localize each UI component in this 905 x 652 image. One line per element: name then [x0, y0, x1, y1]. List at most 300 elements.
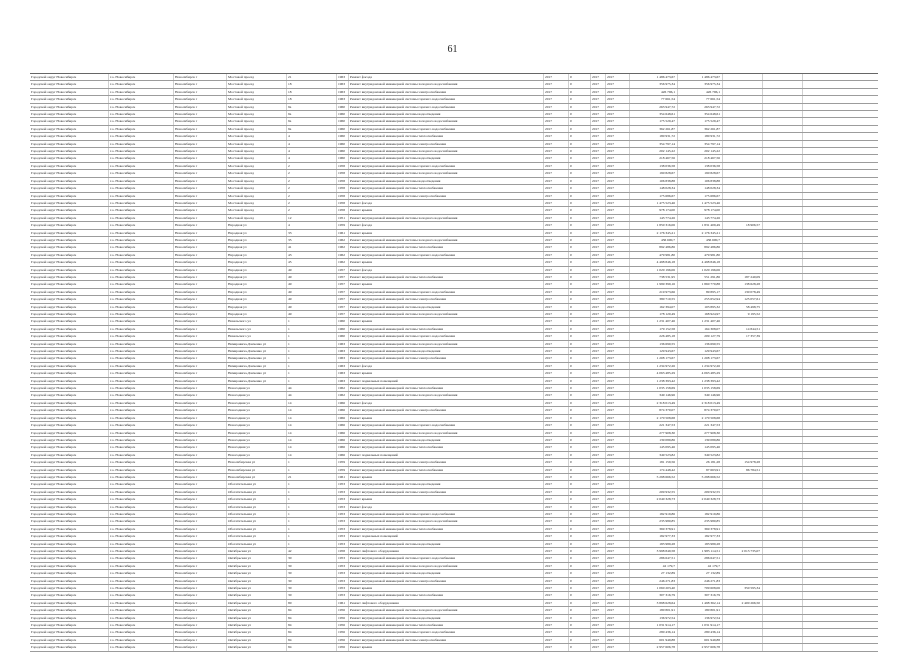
- table-cell: 58 498,75: [723, 304, 763, 310]
- table-cell: Новосибирск г: [174, 141, 227, 147]
- table-cell: [803, 304, 878, 310]
- table-cell: 350 595,34: [723, 585, 763, 591]
- table-cell: 2017: [591, 318, 606, 324]
- table-cell: г.о. Новосибирск: [109, 311, 174, 317]
- table-cell: 2017: [544, 496, 569, 502]
- table-cell: [763, 496, 803, 502]
- table-cell: 1966: [337, 444, 349, 450]
- table-cell: г.о. Новосибирск: [109, 526, 174, 532]
- table-cell: 2017: [544, 607, 569, 613]
- table-cell: [803, 96, 878, 102]
- table-cell: [723, 578, 763, 584]
- table-cell: 0: [569, 518, 591, 524]
- table-cell: 2017: [544, 615, 569, 621]
- table-row: [30, 326, 878, 333]
- table-cell: 2017: [606, 141, 630, 147]
- table-cell: г.о. Новосибирск: [109, 511, 174, 517]
- table-cell: 1960: [337, 333, 349, 339]
- table-cell: [723, 415, 763, 421]
- table-cell: 2017: [591, 104, 606, 110]
- table-cell: 1956: [337, 629, 349, 635]
- table-cell: [763, 407, 803, 413]
- table-cell: г.о. Новосибирск: [109, 244, 174, 250]
- table-cell: 1963: [337, 355, 349, 361]
- table-cell: 2017: [591, 178, 606, 184]
- table-cell: [763, 607, 803, 613]
- table-cell: 2017: [544, 185, 569, 191]
- table-cell: [630, 504, 678, 510]
- table-cell: 436 600,7: [630, 237, 678, 243]
- table-cell: [723, 96, 763, 102]
- table-cell: 874 370,07: [678, 407, 723, 413]
- table-cell: [763, 215, 803, 221]
- table-cell: Новосибирск г: [174, 89, 227, 95]
- table-cell: 1966: [337, 400, 349, 406]
- table-cell: 0: [569, 400, 591, 406]
- table-cell: Немировича-Данченко ул: [227, 348, 287, 354]
- table-cell: 307 316,79: [630, 592, 678, 598]
- table-cell: Мостовой проезд: [227, 200, 287, 206]
- table-cell: 2017: [606, 644, 630, 650]
- table-cell: 2017: [606, 311, 630, 317]
- table-cell: Ремонт внутридомовой инженерной системы электроснабжения: [349, 89, 544, 95]
- table-cell: Новосибирск г: [174, 392, 227, 398]
- table-cell: 2017: [606, 585, 630, 591]
- table-cell: 0: [569, 178, 591, 184]
- table-cell: Народная ул: [227, 289, 287, 295]
- table-cell: 354 648,61: [630, 111, 678, 117]
- table-cell: 84: [287, 607, 337, 613]
- table-cell: Новосибирск г: [174, 259, 227, 265]
- table-cell: Городской округ Новосибирск: [30, 637, 109, 643]
- table-cell: [763, 333, 803, 339]
- table-cell: Ремонт внутридомовой инженерной системы водоотведения: [349, 111, 544, 117]
- table-cell: 1957: [337, 311, 349, 317]
- table-cell: Новосибирск г: [174, 281, 227, 287]
- table-cell: 0: [569, 637, 591, 643]
- table-cell: 1: [287, 318, 337, 324]
- table-cell: 2017: [544, 467, 569, 473]
- table-cell: Немировича-Данченко ул: [227, 355, 287, 361]
- table-cell: 0: [569, 185, 591, 191]
- table-cell: 202 145,22: [630, 148, 678, 154]
- table-cell: 0: [569, 600, 591, 606]
- table-cell: [763, 459, 803, 465]
- table-cell: Новосибирск г: [174, 444, 227, 450]
- table-cell: Городской округ Новосибирск: [30, 615, 109, 621]
- table-cell: 1953: [337, 511, 349, 517]
- table-cell: 219 973,66: [630, 289, 678, 295]
- table-cell: 2017: [606, 341, 630, 347]
- table-cell: 2017: [544, 415, 569, 421]
- table-cell: [803, 155, 878, 161]
- table-cell: 0: [569, 348, 591, 354]
- table-cell: [803, 474, 878, 480]
- table-cell: [763, 422, 803, 428]
- table-cell: г.о. Новосибирск: [109, 607, 174, 613]
- table-cell: [763, 193, 803, 199]
- table-cell: Новосибирск г: [174, 415, 227, 421]
- table-cell: Новогодняя ул: [227, 444, 287, 450]
- table-cell: 4 498 846,18: [630, 259, 678, 265]
- table-cell: Обогатительная ул: [227, 526, 287, 532]
- table-cell: Новосибирск г: [174, 237, 227, 243]
- table-cell: [803, 511, 878, 517]
- table-cell: 892 486,86: [678, 244, 723, 250]
- table-cell: 2017: [544, 430, 569, 436]
- table-cell: [803, 118, 878, 124]
- table-cell: 2017: [591, 89, 606, 95]
- table-cell: 136 972,54: [630, 615, 678, 621]
- table-cell: 1959: [337, 459, 349, 465]
- table-cell: г.о. Новосибирск: [109, 296, 174, 302]
- table-cell: 2: [287, 163, 337, 169]
- table-cell: 2017: [606, 193, 630, 199]
- table-cell: Городской округ Новосибирск: [30, 422, 109, 428]
- table-cell: г.о. Новосибирск: [109, 533, 174, 539]
- table-row: [30, 481, 878, 488]
- table-cell: г.о. Новосибирск: [109, 504, 174, 510]
- table-cell: 35: [287, 237, 337, 243]
- table-cell: 2017: [544, 489, 569, 495]
- table-cell: [723, 267, 763, 273]
- table-cell: Новогодняя ул: [227, 452, 287, 458]
- table-cell: Ремонт внутридомовой инженерной системы водоотведения: [349, 615, 544, 621]
- table-cell: Новосибирск г: [174, 474, 227, 480]
- table-cell: 1 475 523,46: [630, 200, 678, 206]
- table-cell: [763, 415, 803, 421]
- table-row: [30, 274, 878, 281]
- table-cell: 2017: [606, 267, 630, 273]
- table-cell: Ремонт внутридомовой инженерной системы холодного водоснабжения: [349, 148, 544, 154]
- table-cell: [723, 533, 763, 539]
- table-cell: Городской округ Новосибирск: [30, 200, 109, 206]
- table-cell: [763, 148, 803, 154]
- table-cell: 143 774,26: [630, 215, 678, 221]
- table-cell: Ремонт внутридомовой инженерной системы холодного водоснабжения: [349, 563, 544, 569]
- table-cell: 2017: [544, 481, 569, 487]
- table-cell: 2 170 508,68: [630, 415, 678, 421]
- table-cell: Новогодняя ул: [227, 422, 287, 428]
- table-cell: 369 378,91: [630, 526, 678, 532]
- table-cell: 2017: [606, 259, 630, 265]
- table-cell: [723, 629, 763, 635]
- table-row: [30, 600, 878, 607]
- table-cell: [803, 437, 878, 443]
- table-cell: 174 448,42: [630, 467, 678, 473]
- table-cell: 2017: [606, 104, 630, 110]
- table-cell: 349 146,96: [678, 392, 723, 398]
- table-cell: 1960: [337, 318, 349, 324]
- table-cell: Ремонт внутридомовой инженерной системы горячего водоснабжения: [349, 555, 544, 561]
- table-cell: 2017: [544, 541, 569, 547]
- table-row: [30, 170, 878, 177]
- table-cell: 77 661,54: [630, 96, 678, 102]
- table-cell: [723, 622, 763, 628]
- table-cell: [723, 318, 763, 324]
- table-cell: [803, 541, 878, 547]
- table-cell: г.о. Новосибирск: [109, 570, 174, 576]
- table-cell: 1963: [337, 348, 349, 354]
- table-row: [30, 104, 878, 111]
- table-cell: 1960: [337, 326, 349, 332]
- table-cell: [763, 452, 803, 458]
- table-cell: 235 980,85: [678, 518, 723, 524]
- table-cell: 2017: [591, 489, 606, 495]
- table-cell: г.о. Новосибирск: [109, 222, 174, 228]
- table-cell: 2017: [544, 126, 569, 132]
- table-cell: 286 647,51: [630, 555, 678, 561]
- table-cell: 1966: [337, 422, 349, 428]
- table-cell: 2017: [544, 504, 569, 510]
- table-cell: 2017: [544, 133, 569, 139]
- table-cell: 2017: [591, 281, 606, 287]
- table-cell: 356 975,34: [630, 81, 678, 87]
- table-cell: 2017: [591, 437, 606, 443]
- table-cell: 2017: [544, 111, 569, 117]
- table-cell: [723, 111, 763, 117]
- table-cell: 1962: [337, 259, 349, 265]
- table-cell: Ремонт внутридомовой инженерной системы теплоснабжения: [349, 133, 544, 139]
- table-cell: 1956: [337, 615, 349, 621]
- table-cell: 2017: [606, 296, 630, 302]
- table-cell: [763, 318, 803, 324]
- table-cell: 2017: [544, 348, 569, 354]
- table-cell: Ремонт внутридомовой инженерной системы теплоснабжения: [349, 185, 544, 191]
- table-cell: Новогодняя ул: [227, 437, 287, 443]
- table-cell: 14: [287, 444, 337, 450]
- table-cell: 143 774,26: [678, 215, 723, 221]
- table-cell: 1 486 473,67: [678, 74, 723, 80]
- table-cell: 0: [569, 326, 591, 332]
- table-cell: Ремонт внутридомовой инженерной системы холодного водоснабжения: [349, 392, 544, 398]
- table-cell: 0: [569, 296, 591, 302]
- table-row: [30, 126, 878, 133]
- table-cell: 2017: [544, 400, 569, 406]
- table-cell: 2017: [544, 74, 569, 80]
- table-cell: 1 831 409,49: [678, 222, 723, 228]
- table-cell: 1956: [337, 622, 349, 628]
- table-cell: 1 035 158,69: [678, 385, 723, 391]
- table-cell: 0: [569, 259, 591, 265]
- table-cell: 2017: [591, 126, 606, 132]
- table-cell: 2017: [606, 222, 630, 228]
- table-cell: г.о. Новосибирск: [109, 437, 174, 443]
- table-cell: 0: [569, 459, 591, 465]
- table-cell: 1957: [337, 274, 349, 280]
- table-cell: 1: [287, 496, 337, 502]
- table-cell: Новосибирск г: [174, 348, 227, 354]
- table-cell: 2017: [591, 518, 606, 524]
- table-row: [30, 222, 878, 229]
- table-cell: [803, 459, 878, 465]
- table-cell: Мостовой проезд: [227, 104, 287, 110]
- table-cell: 2: [287, 200, 337, 206]
- table-cell: 26 181,28: [678, 459, 723, 465]
- table-row: [30, 252, 878, 259]
- table-cell: 551 291,86: [678, 274, 723, 280]
- table-cell: [763, 555, 803, 561]
- table-cell: г.о. Новосибирск: [109, 467, 174, 473]
- table-cell: [803, 400, 878, 406]
- table-cell: Ремонт крыши: [349, 644, 544, 650]
- table-cell: г.о. Новосибирск: [109, 355, 174, 361]
- table-cell: [763, 96, 803, 102]
- table-row: [30, 422, 878, 429]
- table-row: [30, 392, 878, 399]
- table-cell: 2017: [606, 163, 630, 169]
- table-cell: 2017: [606, 370, 630, 376]
- table-cell: Новосибирск г: [174, 363, 227, 369]
- table-cell: 190 828,67: [678, 170, 723, 176]
- table-cell: г.о. Новосибирск: [109, 452, 174, 458]
- table-cell: г.о. Новосибирск: [109, 185, 174, 191]
- table-cell: 354 797,14: [630, 141, 678, 147]
- table-cell: г.о. Новосибирск: [109, 370, 174, 376]
- table-cell: 2017: [591, 422, 606, 428]
- table-cell: Мостовой проезд: [227, 148, 287, 154]
- table-cell: 2017: [544, 533, 569, 539]
- table-cell: 2017: [606, 496, 630, 502]
- table-cell: 84: [287, 622, 337, 628]
- table-cell: [763, 355, 803, 361]
- table-cell: 479 981,80: [678, 252, 723, 258]
- table-cell: [803, 637, 878, 643]
- table-cell: 2017: [606, 178, 630, 184]
- table-cell: 2017: [591, 296, 606, 302]
- table-cell: Городской округ Новосибирск: [30, 230, 109, 236]
- table-cell: 106 838,88: [678, 178, 723, 184]
- table-cell: 30: [287, 570, 337, 576]
- table-cell: 1962: [337, 244, 349, 250]
- table-cell: 1 238 393,42: [678, 378, 723, 384]
- table-cell: [803, 444, 878, 450]
- table-cell: 1: [287, 341, 337, 347]
- table-cell: 84: [287, 644, 337, 650]
- table-cell: Новогодняя ул: [227, 430, 287, 436]
- table-row: [30, 496, 878, 503]
- table-cell: 2017: [591, 452, 606, 458]
- table-cell: г.о. Новосибирск: [109, 622, 174, 628]
- table-cell: 148 028,34: [630, 185, 678, 191]
- table-cell: г.о. Новосибирск: [109, 81, 174, 87]
- table-cell: [763, 185, 803, 191]
- table-row: [30, 637, 878, 644]
- table-cell: [763, 296, 803, 302]
- table-cell: [723, 341, 763, 347]
- table-row: [30, 193, 878, 200]
- table-cell: 106 838,88: [630, 178, 678, 184]
- table-cell: 0: [569, 474, 591, 480]
- table-row: [30, 444, 878, 451]
- table-cell: 148 028,34: [678, 185, 723, 191]
- table-cell: Мостовой проезд: [227, 126, 287, 132]
- table-row: [30, 563, 878, 570]
- table-cell: [763, 155, 803, 161]
- table-cell: [723, 207, 763, 213]
- table-cell: 181 159,56: [630, 459, 678, 465]
- table-cell: 4: [287, 155, 337, 161]
- table-cell: 2017: [606, 363, 630, 369]
- table-cell: г.о. Новосибирск: [109, 148, 174, 154]
- table-cell: [763, 163, 803, 169]
- table-cell: 2017: [544, 385, 569, 391]
- table-cell: Городской округ Новосибирск: [30, 252, 109, 258]
- table-cell: Новосибирск г: [174, 496, 227, 502]
- table-cell: г.о. Новосибирск: [109, 496, 174, 502]
- table-cell: 2017: [591, 363, 606, 369]
- table-cell: 0: [569, 511, 591, 517]
- table-cell: г.о. Новосибирск: [109, 637, 174, 643]
- table-cell: 1 231 407,46: [678, 318, 723, 324]
- table-cell: [723, 541, 763, 547]
- table-cell: 182 919,86: [678, 511, 723, 517]
- table-cell: Октябрьская ул: [227, 578, 287, 584]
- table-cell: 2017: [591, 592, 606, 598]
- table-cell: 2017: [591, 644, 606, 650]
- table-cell: Городской округ Новосибирск: [30, 185, 109, 191]
- table-cell: 178 120,49: [630, 311, 678, 317]
- table-cell: 2017: [606, 244, 630, 250]
- table-cell: Ремонт внутридомовой инженерной системы водоотведения: [349, 541, 544, 547]
- table-cell: Городской округ Новосибирск: [30, 244, 109, 250]
- table-cell: [723, 570, 763, 576]
- table-cell: Новосибирск г: [174, 533, 227, 539]
- table-cell: 2017: [606, 444, 630, 450]
- table-cell: 175 686,67: [678, 193, 723, 199]
- table-cell: 2017: [591, 555, 606, 561]
- table-cell: 202 145,22: [678, 148, 723, 154]
- table-cell: 2017: [606, 89, 630, 95]
- table-cell: 0: [569, 141, 591, 147]
- table-cell: Новосибирск г: [174, 511, 227, 517]
- table-cell: [723, 400, 763, 406]
- table-cell: 138 036,58: [678, 163, 723, 169]
- table-cell: Обогатительная ул: [227, 504, 287, 510]
- table-cell: Ремонт лифтового оборудования: [349, 600, 544, 606]
- table-cell: Городской округ Новосибирск: [30, 496, 109, 502]
- table-cell: 2017: [544, 548, 569, 554]
- table-cell: 2017: [606, 215, 630, 221]
- table-cell: Ремонт фасада: [349, 222, 544, 228]
- table-cell: Новогодняя ул: [227, 400, 287, 406]
- table-cell: Новосибирск г: [174, 252, 227, 258]
- table-cell: Ремонт крыши: [349, 259, 544, 265]
- table-cell: 2017: [606, 504, 630, 510]
- table-cell: [763, 548, 803, 554]
- table-cell: Городской округ Новосибирск: [30, 81, 109, 87]
- table-cell: Ремонт лифтового оборудования: [349, 548, 544, 554]
- table-cell: Ремонт крыши: [349, 230, 544, 236]
- table-cell: 2017: [591, 415, 606, 421]
- table-cell: [803, 363, 878, 369]
- table-cell: 1958: [337, 185, 349, 191]
- table-cell: 2017: [591, 637, 606, 643]
- table-cell: Городской округ Новосибирск: [30, 341, 109, 347]
- table-cell: Ремонт внутридомовой инженерной системы теплоснабжения: [349, 526, 544, 532]
- table-cell: [763, 274, 803, 280]
- table-cell: 2017: [606, 118, 630, 124]
- table-cell: Городской округ Новосибирск: [30, 511, 109, 517]
- table-cell: Городской округ Новосибирск: [30, 489, 109, 495]
- table-cell: 1957: [337, 289, 349, 295]
- table-cell: 0: [569, 378, 591, 384]
- table-cell: Городской округ Новосибирск: [30, 467, 109, 473]
- table-cell: Городской округ Новосибирск: [30, 392, 109, 398]
- table-cell: 2017: [544, 407, 569, 413]
- table-cell: 2017: [591, 407, 606, 413]
- table-cell: [723, 407, 763, 413]
